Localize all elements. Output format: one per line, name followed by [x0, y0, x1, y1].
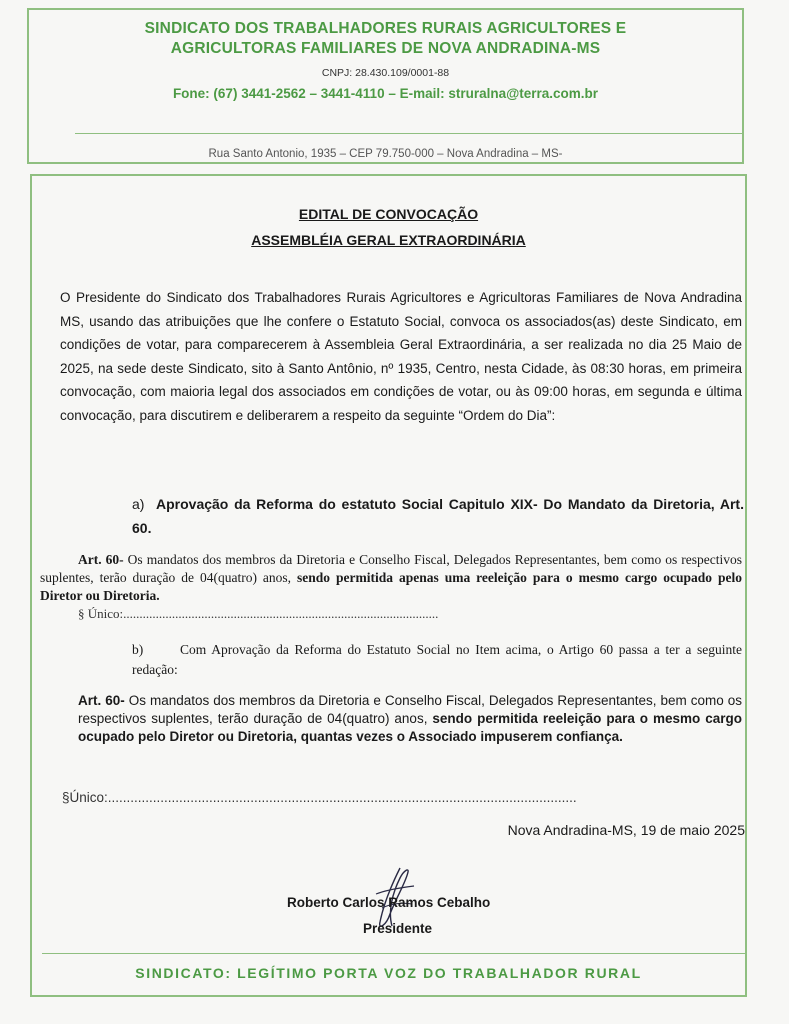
- footer-slogan: SINDICATO: LEGÍTIMO PORTA VOZ DO TRABALHADOR RURAL: [135, 965, 642, 981]
- letterhead: [27, 8, 744, 164]
- article-60-current: [40, 551, 742, 605]
- article-60-current-bold: sendo permitida apenas uma reeleição para o mesmo cargo ocupado pelo Diretor ou Diretoria.: [40, 570, 742, 603]
- signer-name: Roberto Carlos Ramos Cebalho: [287, 895, 491, 910]
- item-a-marker: a): [132, 496, 145, 512]
- article-60-new-bold: sendo permitida reeleição para o mesmo cargo ocupado pelo Diretor ou Diretoria, quantas vezes o Associado impuserem confiança.: [78, 711, 742, 744]
- sole-paragraph-new: §Único:.............................................................................................................................: [62, 790, 577, 805]
- article-60-current-text: Os mandatos dos membros da Diretoria e Conselho Fiscal, Delegados Representantes, bem como os respectivos suplentes, terão duração de 04(quatro) anos,: [40, 552, 742, 585]
- notice-subtitle: ASSEMBLÉIA GERAL EXTRAORDINÁRIA: [251, 232, 526, 248]
- notice-title: EDITAL DE CONVOCAÇÃO: [298, 206, 479, 222]
- article-60-new-text: Os mandatos dos membros da Diretoria e Conselho Fiscal, Delegados Representantes, bem como os respectivos suplentes, terão duração de 04(quatro) anos,: [78, 693, 743, 726]
- footer-divider: [42, 953, 745, 954]
- organization-name: [29, 19, 742, 59]
- place-date: Nova Andradina-MS, 19 de maio 2025: [507, 822, 745, 838]
- item-a-text: Aprovação da Reforma do estatuto Social Capitulo XIX- Do Mandato da Diretoria, Art. 60.: [132, 496, 744, 536]
- address: Rua Santo Antonio, 1935 – CEP 79.750-000 – Nova Andradina – MS-: [208, 148, 563, 160]
- article-60-current-label: Art. 60-: [78, 552, 124, 567]
- cnpj: CNPJ: 28.430.109/0001-88: [321, 67, 450, 79]
- date-line: [33, 822, 745, 838]
- org-name-line-1: SINDICATO DOS TRABALHADORES RURAIS AGRICULTORES E: [144, 20, 627, 37]
- notice-box: [30, 174, 747, 997]
- contact-line: Fone: (67) 3441-2562 – 3441-4110 – E-mail: struralna@terra.com.br: [172, 86, 599, 101]
- article-60-new-label: Art. 60-: [78, 693, 125, 708]
- intro-paragraph: O Presidente do Sindicato dos Trabalhadores Rurais Agricultores e Agricultoras Familiares de Nova Andradina MS, usando das atribuições que lhe confere o Estatuto Social, convoca os associados(as) deste Sindicato, em condições de votar, para comparecerem à Assembleia Geral Extraordinária, a ser realizada no dia 25 Maio de 2025, na sede deste Sindicato, sito à Santo Antônio, nº 1935, Centro, nesta Cidade, às 08:30 horas, em primeira convocação, com maioria legal dos associados em condições de votar, ou às 09:00 horas, em segunda e última convocação, para discutirem e deliberarem a respeito da seguinte “Ordem do Dia”:: [60, 290, 742, 423]
- signer-role: Presidente: [363, 921, 433, 936]
- agenda-item-b: [132, 640, 742, 680]
- article-60-new: [78, 692, 742, 746]
- header-divider: [75, 133, 742, 134]
- org-name-line-2: AGRICULTORAS FAMILIARES DE NOVA ANDRADINA-MS: [170, 40, 601, 57]
- item-b-text: Com Aprovação da Reforma do Estatuto Social no Item acima, o Artigo 60 passa a ter a seguinte redação:: [132, 642, 742, 677]
- item-b-marker: b): [132, 642, 144, 657]
- agenda-item-a: [132, 492, 744, 540]
- sole-paragraph-current: § Único:.................................................................................................: [78, 606, 439, 621]
